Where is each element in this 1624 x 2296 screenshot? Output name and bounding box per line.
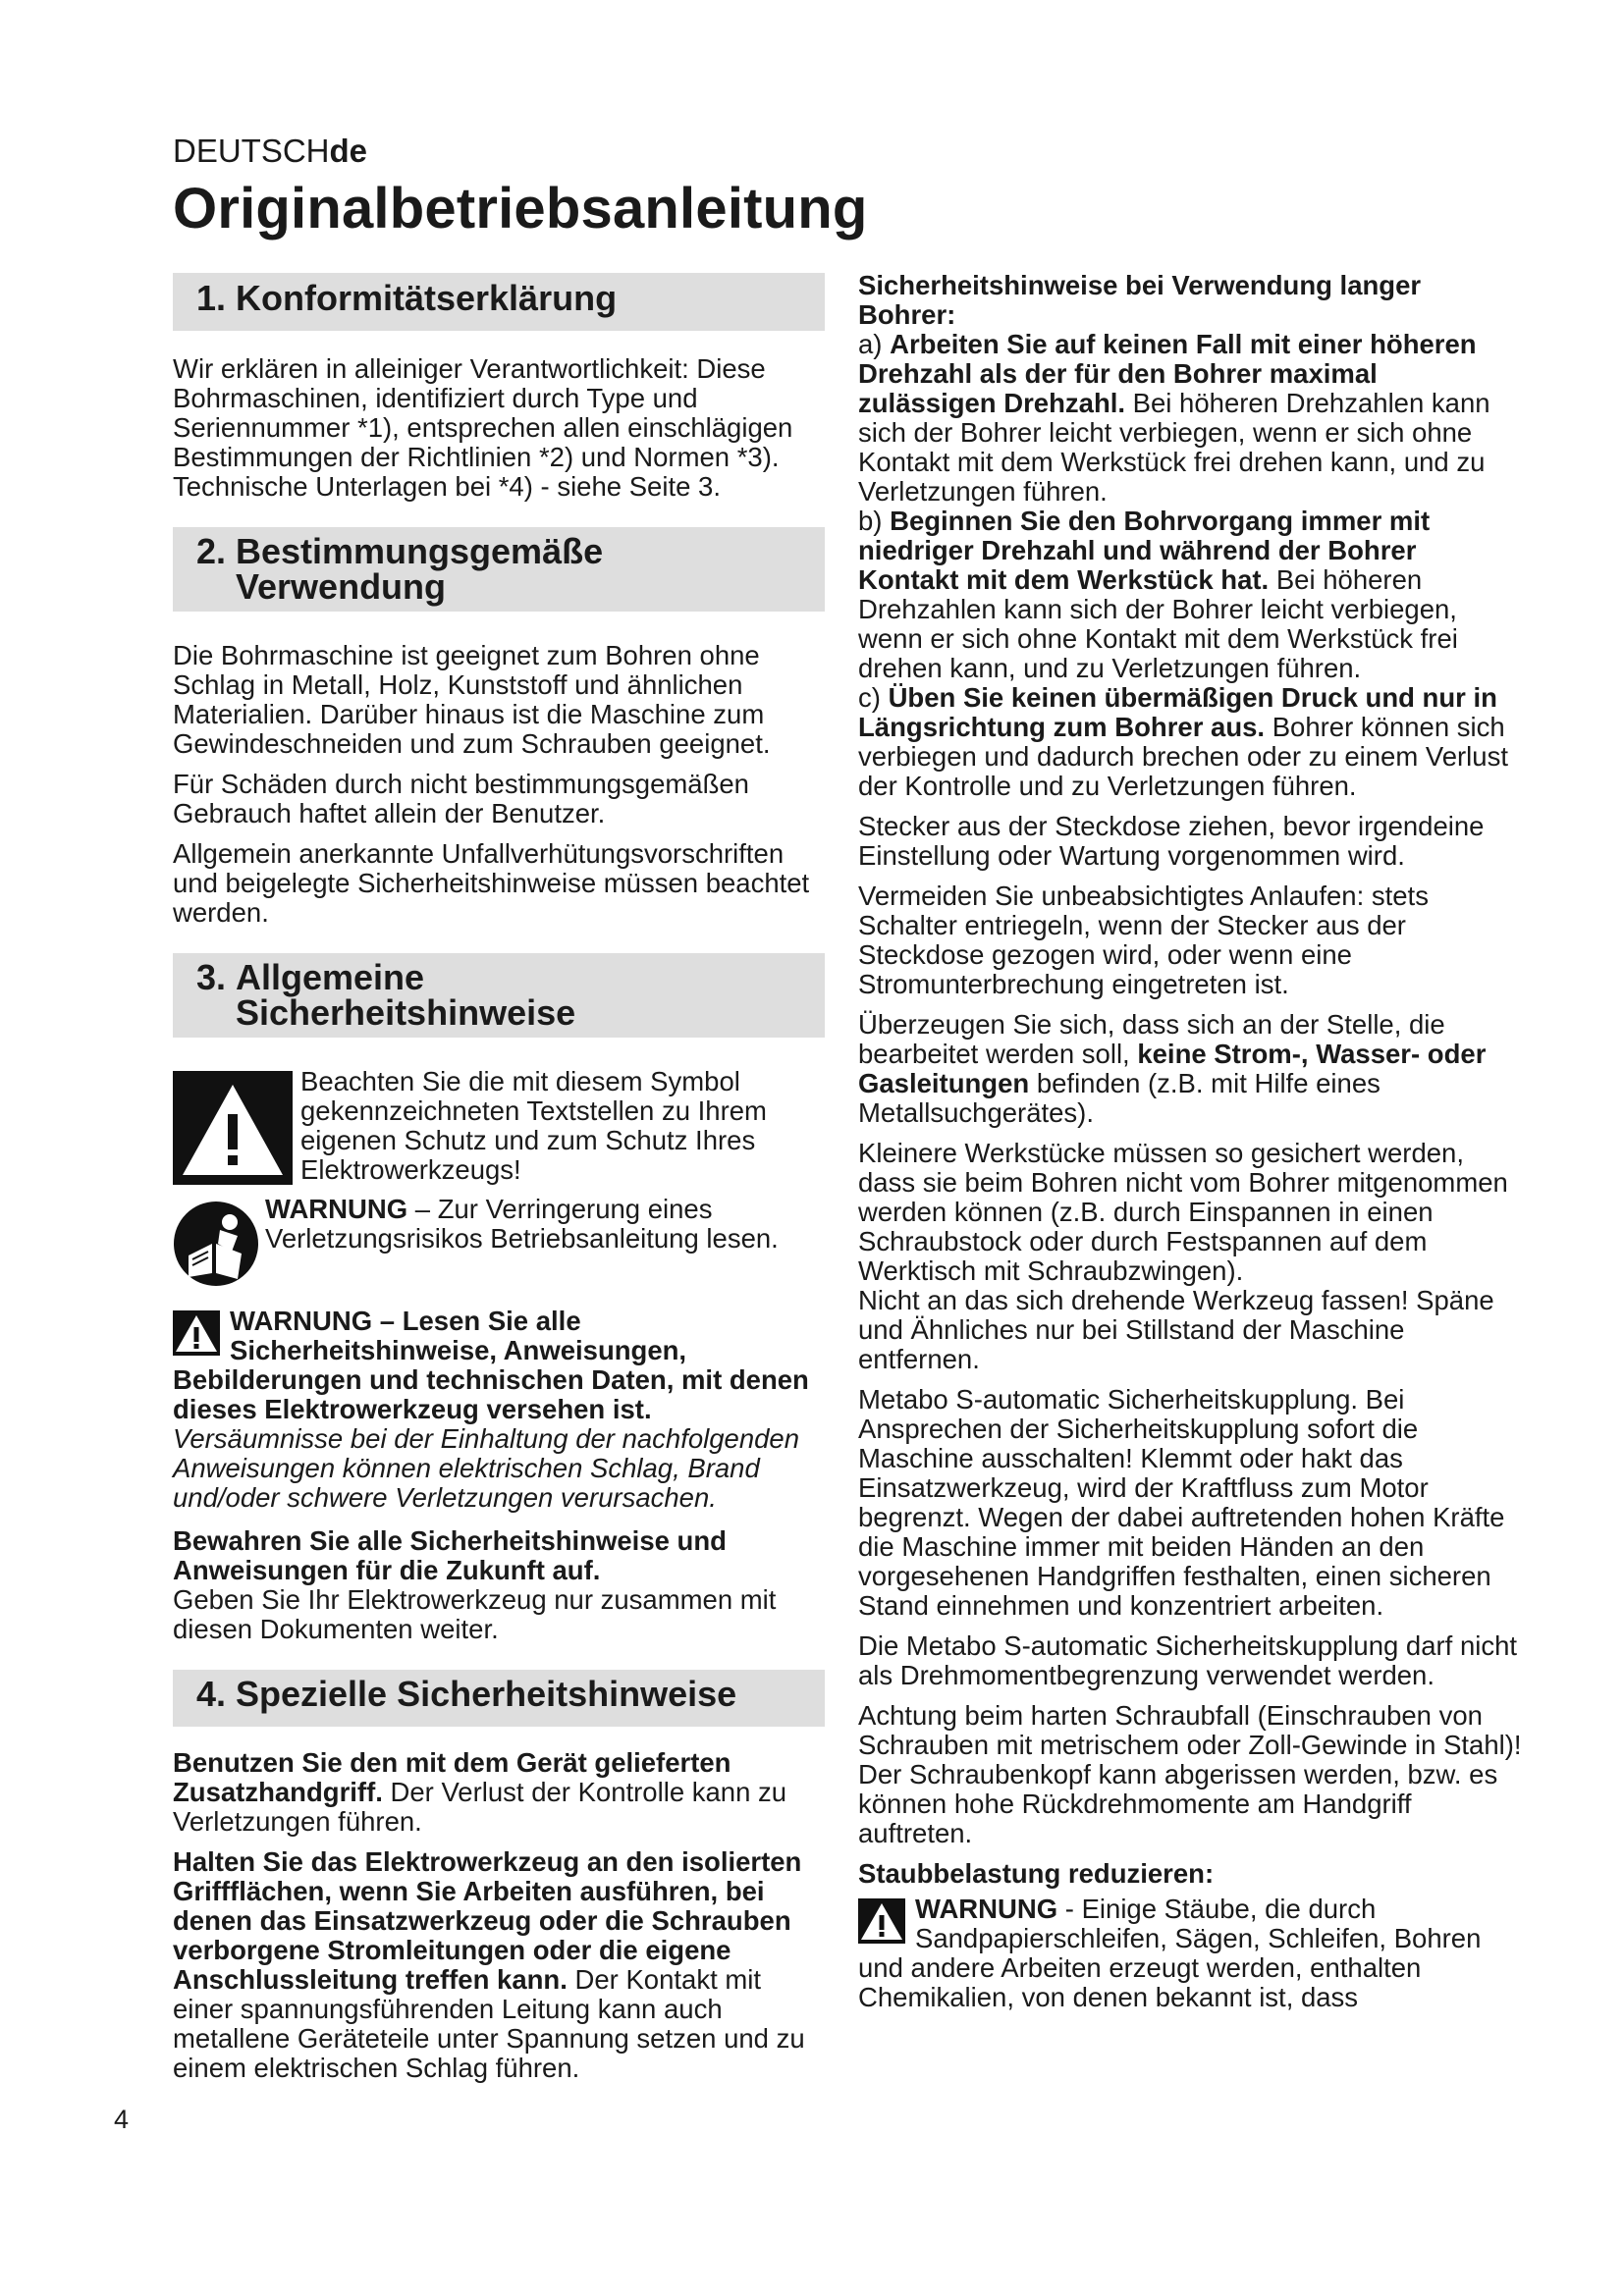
language-code: de [329,133,368,169]
small-workpiece-note: Kleinere Werkstücke müssen so gesichert werden, dass sie beim Bohren nicht vom Bohrer mitgenommen werden können (z.B. durch Einspannen in einen Schraubstock oder durch Festspannen auf dem Werktisch mit Schraubzwingen). [858,1138,1508,1286]
insulated-grip-text: Der Kontakt mit einer spannungsführenden Leitung kann auch metallene Geräteteile unter Spannung setzen und zu einem elektrischen Schlag führen. [173,1964,805,2083]
warning-triangle-icon [173,1071,293,1185]
warning-label: WARNUNG [265,1194,408,1224]
long-drill-a [858,330,1522,507]
warning-triangle-icon [858,1898,905,1944]
start-note: Vermeiden Sie unbeabsichtigtes Anlaufen: stets Schalter entriegeln, wenn der Stecker aus der Steckdose gezogen wird, oder wenn eine Stromunterbrechung eingetreten ist. [858,881,1429,999]
dust-warning-bold: WARNUNG [915,1894,1058,1924]
section-title: Konformitätserklärung [236,278,618,318]
keep-instructions [173,1526,825,1644]
right-column [858,271,1522,2023]
language-label [173,132,367,171]
general-warning [173,1307,825,1513]
general-warning-bold: WARNUNG – Lesen Sie alle Sicherheitshinweise, Anweisungen, Bebilderungen und technischen Daten, mit denen dieses Elektrowerkzeug versehen ist. [173,1306,809,1424]
plug-note: Stecker aus der Steckdose ziehen, bevor irgendeine Einstellung oder Wartung vorgenommen wird. [858,811,1485,871]
long-drill-heading [858,271,1522,330]
section-heading-4 [173,1670,825,1727]
hard-screw-note: Achtung beim harten Schraubfall (Einschrauben von Schrauben mit metrischem oder Zoll-Gewinde in Stahl)! Der Schraubenkopf kann abgerissen werden, bzw. es können hohe Rückdrehmomente am Handgriff auftreten. [858,1700,1522,1848]
section-title-line1: Bestimmungsgemäße [236,531,604,571]
keep-instructions-text: Geben Sie Ihr Elektrowerkzeug nur zusammen mit diesen Dokumenten weiter. [173,1584,777,1644]
general-warning-italic: Versäumnisse bei der Einhaltung der nachfolgenden Anweisungen können elektrischen Schlag, Brand und/oder schwere Verletzungen verursachen. [173,1423,800,1513]
handle-note-text: Der Verlust der Kontrolle kann zu Verletzungen führen. [173,1777,787,1837]
section-title: Spezielle Sicherheitshinweise [236,1674,737,1714]
section-heading-2 [173,527,825,612]
dust-title: Staubbelastung reduzieren: [858,1858,1215,1889]
read-manual-note [173,1195,825,1287]
read-manual-text [265,1195,825,1254]
clutch-note: Metabo S-automatic Sicherheitskupplung. Bei Ansprechen der Sicherheitskupplung sofort die Maschine ausschalten! Klemmt oder hakt das Einsatzwerkzeug, wird der Kraftfluss zum Motor begrenzt. Wegen der dabei auftretenden hohen Kräfte die Maschine immer mit beiden Händen an den vorgesehenen Handgriffen festhalten, einen sicheren Stand einnehmen und konzentriert arbeiten. [858,1384,1505,1621]
section-title-line1: Allgemeine [236,957,425,997]
dust-warning [858,1895,1522,2012]
long-drill-title: Sicherheitshinweise bei Verwendung langer Bohrer: [858,270,1422,330]
symbol-note [173,1067,825,1185]
dust-warning-text: - Einige Stäube, die durch Sandpapierschleifen, Sägen, Schleifen, Bohren und andere Arbeiten erzeugt werden, enthalten Chemikalien, von denen bekannt ist, dass [858,1894,1482,2012]
section-heading-1 [173,273,825,331]
section-number: 1. [196,278,227,318]
clutch-note-2: Die Metabo S-automatic Sicherheitskupplung darf nicht als Drehmomentbegrenzung verwendet werden. [858,1630,1518,1690]
item-text: Bei höheren Drehzahlen kann sich der Bohrer leicht verbiegen, wenn er sich ohne Kontakt mit dem Werkstück frei drehen kann, und zu Verletzungen führen. [858,564,1458,683]
item-bold: Beginnen Sie den Bohrvorgang immer mit niedriger Drehzahl und während der Bohrer Kontakt mit dem Werkstück hat. [858,506,1431,595]
intended-use-text-1: Die Bohrmaschine ist geeignet zum Bohren ohne Schlag in Metall, Holz, Kunststoff und ähnlichen Materialien. Darüber hinaus ist die Maschine zum Gewindeschneiden und zum Schrauben geeignet. [173,640,771,759]
page-title: Originalbetriebsanleitung [173,177,868,240]
long-drill-b [858,507,1522,683]
section-number: 4. [196,1674,227,1714]
symbol-note-text: Beachten Sie die mit diesem Symbol gekennzeichneten Textstellen zu Ihrem eigenen Schutz und zum Schutz Ihres Elektrowerkzeugs! [300,1066,767,1185]
item-label: a) [858,329,883,359]
item-label: c) [858,682,881,713]
item-text: Bohrer können sich verbiegen und dadurch brechen oder zu einem Verlust der Kontrolle und zu Verletzungen führen. [858,712,1508,801]
left-column [173,271,825,2094]
insulated-grip-note [173,1847,825,2083]
long-drill-c [858,683,1522,801]
section-heading-3 [173,953,825,1038]
handle-note-bold: Benutzen Sie den mit dem Gerät gelieferten Zusatzhandgriff. [173,1747,731,1807]
lines-check-bold: keine Strom-, Wasser- oder Gasleitungen [858,1039,1487,1098]
item-bold: Arbeiten Sie auf keinen Fall mit einer höheren Drehzahl als der für den Bohrer maximal zulässigen Drehzahl. [858,329,1477,418]
warning-triangle-icon [173,1310,220,1356]
intended-use-text-2: Für Schäden durch nicht bestimmungsgemäßen Gebrauch haftet allein der Benutzer. [173,769,749,828]
section-title-line2: Verwendung [236,566,447,607]
language-prefix: DEUTSCH [173,133,330,169]
conformity-text: Wir erklären in alleiniger Verantwortlichkeit: Diese Bohrmaschinen, identifiziert durch Type und Seriennummer *1), entsprechen allen einschlägigen Bestimmungen der Richtlinien *2) und Normen *3). Technische Unterlagen bei *4) - siehe Seite 3. [173,353,793,502]
section-number: 3. [196,957,227,997]
page-number: 4 [114,2105,130,2134]
read-manual-desc: – Zur Verringerung eines Verletzungsrisikos Betriebsanleitung lesen. [265,1194,779,1254]
intended-use-text-3: Allgemein anerkannte Unfallverhütungsvorschriften und beigelegte Sicherheitshinweise müssen beachtet werden. [173,838,810,928]
handle-note [173,1748,825,1837]
lines-check-text-2: befinden (z.B. mit Hilfe eines Metallsuchgerätes). [858,1068,1380,1128]
section-number: 2. [196,531,227,571]
insulated-grip-bold: Halten Sie das Elektrowerkzeug an den isolierten Griffflächen, wenn Sie Arbeiten ausführen, bei denen das Einsatzwerkzeug oder die Schrauben verborgene Stromleitungen oder die eigene Anschlussleitung treffen kann. [173,1846,802,1995]
item-bold: Üben Sie keinen übermäßigen Druck und nur in Längsrichtung zum Bohrer aus. [858,682,1497,742]
rotating-tool-note: Nicht an das sich drehende Werkzeug fassen! Späne und Ähnliches nur bei Stillstand der Maschine entfernen. [858,1285,1494,1374]
lines-check-note [858,1010,1522,1128]
item-label: b) [858,506,883,536]
lines-check-text-1: Überzeugen Sie sich, dass sich an der Stelle, die bearbeitet werden soll, [858,1009,1445,1069]
dust-heading [858,1859,1522,1889]
item-text: Bei höheren Drehzahlen kann sich der Bohrer leicht verbiegen, wenn er sich ohne Kontakt mit dem Werkstück frei drehen kann, und zu Verletzungen führen. [858,388,1490,507]
read-manual-icon [173,1201,259,1287]
section-title-line2: Sicherheitshinweise [236,992,576,1033]
keep-instructions-bold: Bewahren Sie alle Sicherheitshinweise und Anweisungen für die Zukunft auf. [173,1525,727,1585]
